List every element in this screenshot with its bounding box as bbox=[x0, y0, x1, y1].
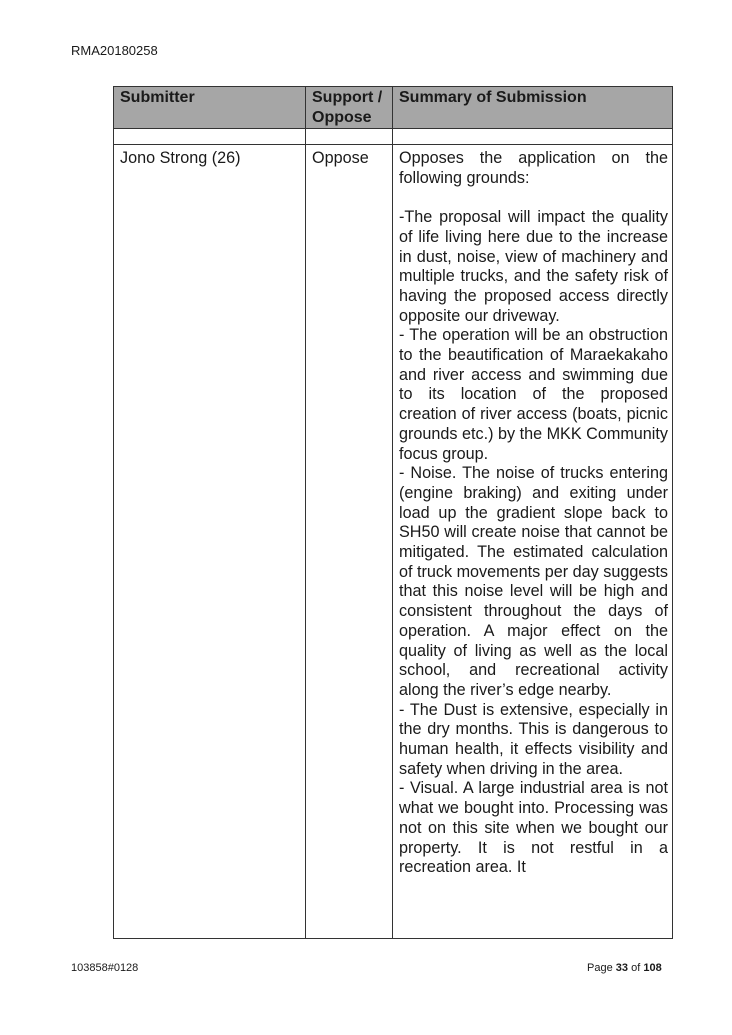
position-cell: Oppose bbox=[306, 145, 393, 939]
submissions-table bbox=[113, 86, 673, 939]
current-page: 33 bbox=[615, 962, 629, 974]
spacer-cell bbox=[114, 129, 306, 145]
column-header-support-oppose: Support / Oppose bbox=[306, 87, 393, 129]
document-reference: RMA20180258 bbox=[71, 43, 158, 58]
summary-paragraph: Opposes the application on the following grounds: bbox=[399, 149, 668, 187]
summary-paragraph: - Noise. The noise of trucks entering (engine braking) and exiting under load up the gradient slope back to SH50 will create noise that cannot be mitigated. The estimated calculation of truck movements per day suggests that this noise level will be high and consistent throughout the days of operation. A major effect on the quality of living as well as the local school, and recreational activity along the river’s edge nearby. bbox=[399, 464, 669, 699]
summary-paragraph: - The Dust is extensive, especially in the dry months. This is dangerous to human health, it effects visibility and safety when driving in the area. bbox=[399, 700, 668, 778]
submitter-cell: Jono Strong (26) bbox=[114, 145, 306, 939]
column-header-submitter: Submitter bbox=[114, 87, 306, 129]
page-label: Page bbox=[587, 962, 613, 974]
footer-document-id: 103858#0128 bbox=[71, 962, 139, 974]
table-row bbox=[114, 145, 673, 939]
spacer-row bbox=[114, 129, 673, 145]
summary-blank-line bbox=[399, 188, 668, 208]
of-label: of bbox=[631, 962, 641, 974]
summary-cell bbox=[393, 145, 673, 939]
spacer-cell bbox=[306, 129, 393, 145]
column-header-summary: Summary of Submission bbox=[393, 87, 673, 129]
footer-page-number bbox=[587, 962, 662, 974]
summary-paragraph: - The operation will be an obstruction to the beautification of Maraekakaho and river access and swimming due to its location of the proposed creation of river access (boats, picnic grounds etc.) by the MKK Community focus group. bbox=[399, 326, 668, 463]
table-header-row bbox=[114, 87, 673, 129]
summary-paragraph: - Visual. A large industrial area is not what we bought into. Processing was not on this site when we bought our property. It is not restful in a recreation area. It bbox=[399, 779, 668, 877]
spacer-cell bbox=[393, 129, 673, 145]
total-pages: 108 bbox=[643, 962, 662, 974]
summary-paragraph: -The proposal will impact the quality of life living here due to the increase in dust, noise, view of machinery and multiple trucks, and the safety risk of having the proposed access directly opposite our driveway. bbox=[399, 208, 668, 325]
